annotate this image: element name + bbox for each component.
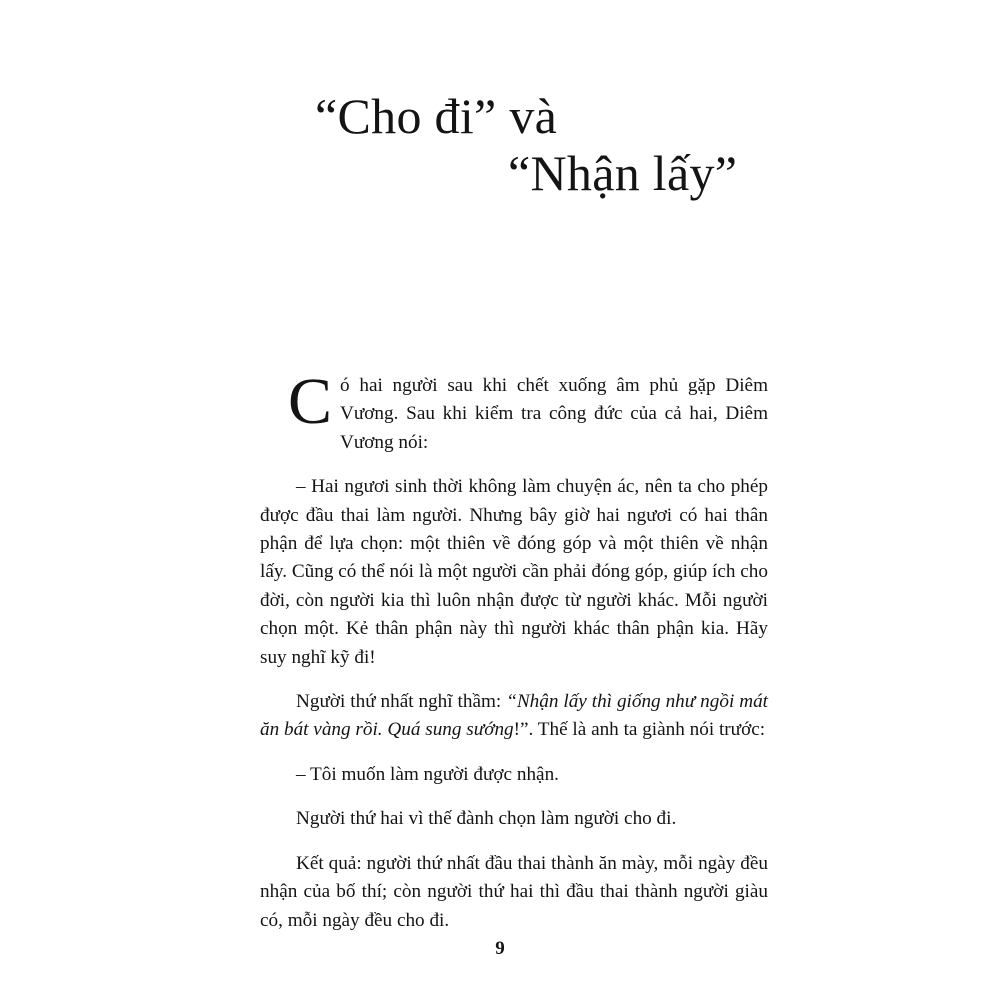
story-paragraph-3-lead: Người thứ nhất nghĩ thầm: [296, 691, 507, 713]
story-paragraph-3 [260, 688, 768, 745]
story-paragraph-2: – Hai ngươi sinh thời không làm chuyện ác, nên ta cho phép được đầu thai làm người. Nhưng bây giờ hai ngươi có hai thân phận để lựa chọn: một thiên về đóng góp và một thiên về nhận lấy. Cũng có thể nói là một người cần phải đóng góp, giúp ích cho đời, còn người kia thì luôn nhận được từ người khác. Mỗi người chọn một. Kẻ thân phận này thì người khác thân phận kia. Hãy suy nghĩ kỹ đi! [260, 476, 768, 668]
story-paragraph-5: Người thứ hai vì thế đành chọn làm người cho đi. [296, 808, 677, 830]
story-paragraph-1 [260, 365, 768, 457]
chapter-title-line-1: “Cho đi” và [315, 88, 558, 144]
story-paragraph-3-tail: !”. Thế là anh ta giành nói trước: [513, 719, 766, 741]
story-paragraph-1-text: ó hai người sau khi chết xuống âm phủ gặp Diêm Vương. Sau khi kiểm tra công đức của cả hai, Diêm Vương nói: [340, 375, 768, 453]
story-paragraph-6: Kết quả: người thứ nhất đầu thai thành ăn mày, mỗi ngày đều nhận của bố thí; còn người thứ hai thì đầu thai thành người giàu có, mỗi ngày đều cho đi. [260, 852, 768, 931]
chapter-title-line-2: “Nhận lấy” [508, 145, 738, 201]
drop-cap: C [288, 365, 333, 438]
story-paragraph-4: – Tôi muốn làm người được nhận. [296, 763, 559, 785]
story-paragraph-3-quote: “Nhận lấy thì giống như ngồi mát ăn bát vàng rồi. Quá sung sướng [260, 691, 769, 741]
story-body [260, 365, 769, 951]
page-number: 9 [495, 938, 505, 959]
